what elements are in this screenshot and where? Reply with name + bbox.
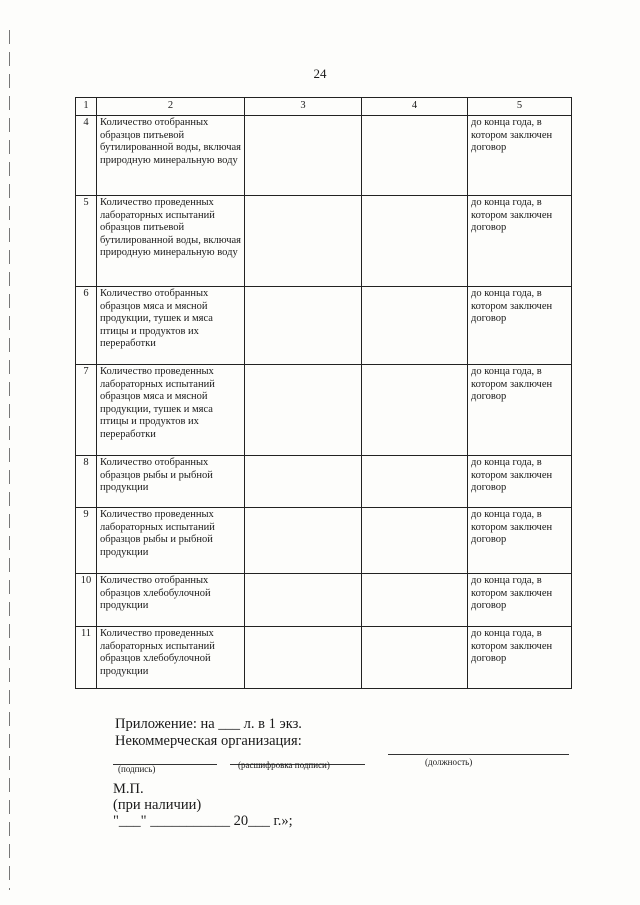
row-number: 7 — [76, 365, 97, 456]
row-number: 6 — [76, 287, 97, 365]
position-caption: (должность) — [425, 757, 473, 767]
signature-caption: (подпись) — [118, 764, 156, 774]
indicator-cell: Количество проведенных лабораторных испытаний образцов мяса и мясной продукции, тушек и мяса птицы и продуктов их переработки — [97, 365, 245, 456]
header-col-4: 4 — [362, 98, 468, 116]
indicator-cell: Количество проведенных лабораторных испытаний образцов хлебобулочной продукции — [97, 627, 245, 689]
header-col-2: 2 — [97, 98, 245, 116]
term-cell: до конца года, в котором заключен договор — [468, 287, 572, 365]
term-cell: до конца года, в котором заключен договор — [468, 627, 572, 689]
stamp-note: (при наличии) — [113, 797, 202, 813]
indicator-cell: Количество проведенных лабораторных испытаний образцов рыбы и рыбной продукции — [97, 508, 245, 574]
term-cell: до конца года, в котором заключен договор — [468, 574, 572, 627]
row-number: 8 — [76, 456, 97, 508]
indicator-cell: Количество отобранных образцов хлебобулочной продукции — [97, 574, 245, 627]
appendix-line: Приложение: на ___ л. в 1 экз. — [115, 716, 302, 732]
position-rule — [388, 754, 569, 755]
stamp-label: М.П. — [113, 781, 144, 797]
term-cell: до конца года, в котором заключен договор — [468, 508, 572, 574]
header-col-1: 1 — [76, 98, 97, 116]
indicator-cell: Количество отобранных образцов рыбы и рыбной продукции — [97, 456, 245, 508]
header-col-3: 3 — [245, 98, 362, 116]
term-cell: до конца года, в котором заключен договор — [468, 456, 572, 508]
term-cell: до конца года, в котором заключен договор — [468, 116, 572, 196]
indicator-cell: Количество отобранных образцов питьевой бутилированной воды, включая природную минеральную воду — [97, 116, 245, 196]
term-cell: до конца года, в котором заключен договор — [468, 196, 572, 287]
row-number: 4 — [76, 116, 97, 196]
term-cell: до конца года, в котором заключен договор — [468, 365, 572, 456]
header-col-5: 5 — [468, 98, 572, 116]
decoding-caption: (расшифровка подписи) — [238, 760, 330, 770]
indicator-cell: Количество отобранных образцов мяса и мясной продукции, тушек и мяса птицы и продуктов их переработки — [97, 287, 245, 365]
row-number: 11 — [76, 627, 97, 689]
row-number: 9 — [76, 508, 97, 574]
page-number: 24 — [313, 66, 327, 81]
row-number: 5 — [76, 196, 97, 287]
date-line: "___" ___________ 20___ г.»; — [113, 813, 293, 829]
row-number: 10 — [76, 574, 97, 627]
indicator-cell: Количество проведенных лабораторных испытаний образцов питьевой бутилированной воды, включая природную минеральную воду — [97, 196, 245, 287]
organization-line: Некоммерческая организация: — [115, 733, 302, 749]
